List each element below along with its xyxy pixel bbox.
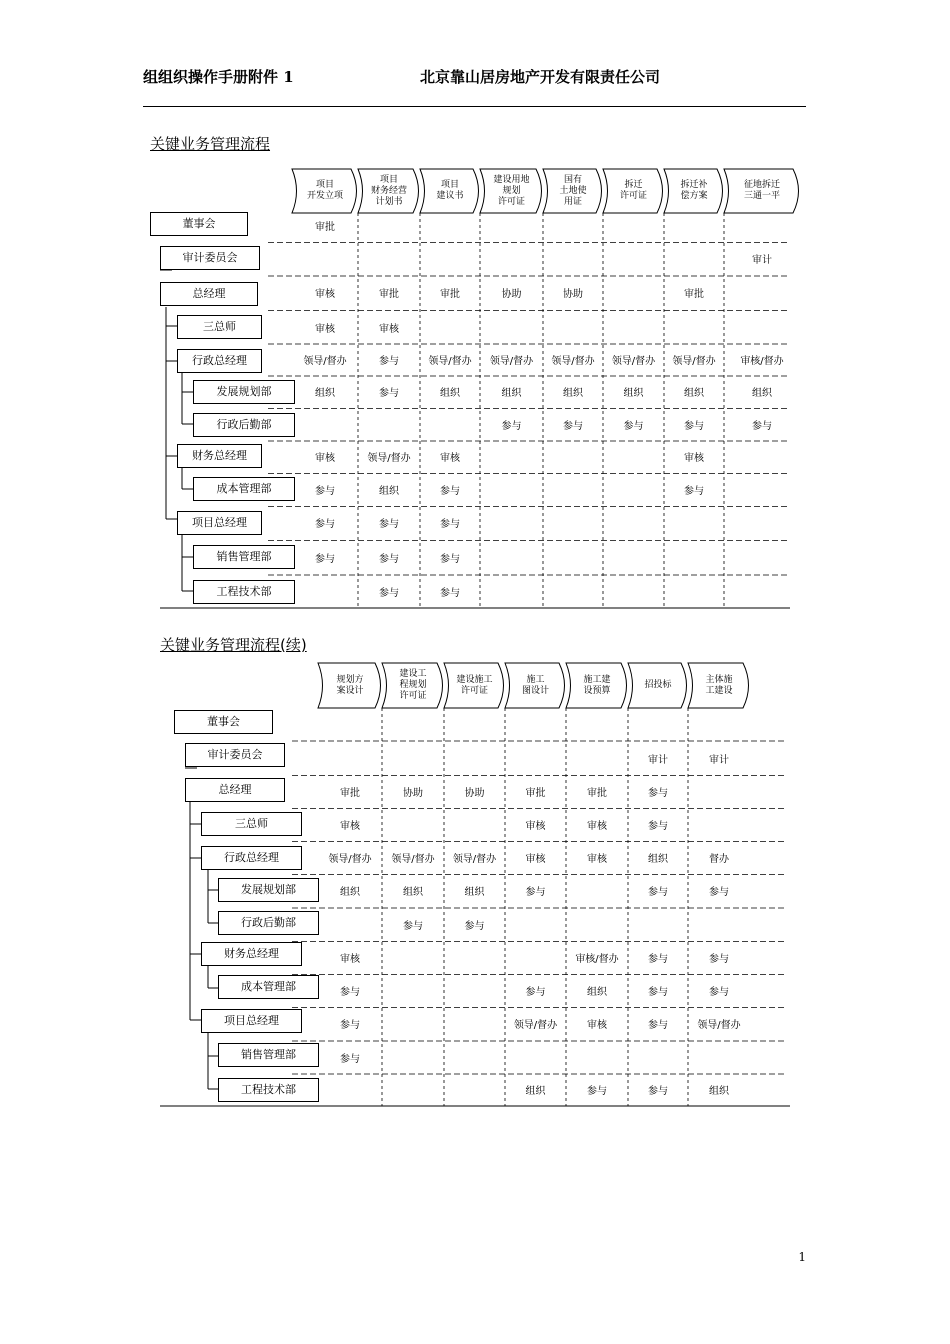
org-unit-box: 项目总经理 (201, 1009, 302, 1033)
responsibility-cell: 参与 (403, 921, 423, 932)
responsibility-cell: 领导/督办 (303, 356, 347, 367)
org-unit-box: 财务总经理 (201, 942, 302, 966)
responsibility-cell: 领导/督办 (391, 854, 435, 865)
responsibility-cell: 审核 (587, 854, 607, 865)
org-unit-box: 董事会 (150, 212, 248, 236)
responsibility-cell: 参与 (525, 887, 546, 898)
column-header-label: 拆迁补 偿方案 (680, 180, 708, 201)
responsibility-cell: 审核 (587, 1020, 607, 1031)
responsibility-cell: 审核/督办 (740, 356, 784, 367)
org-unit-box: 行政总经理 (201, 846, 302, 870)
responsibility-cell: 参与 (648, 954, 668, 965)
responsibility-cell: 组织 (752, 388, 772, 399)
responsibility-cell: 参与 (340, 1020, 360, 1031)
responsibility-cell: 参与 (379, 356, 399, 367)
responsibility-cell: 组织 (587, 987, 607, 998)
responsibility-cell: 参与 (709, 987, 729, 998)
responsibility-cell: 参与 (648, 788, 668, 799)
responsibility-cell: 参与 (464, 921, 485, 932)
responsibility-cell: 组织 (464, 887, 485, 898)
responsibility-cell: 组织 (709, 1086, 729, 1097)
responsibility-cell: 参与 (563, 421, 583, 432)
responsibility-cell: 协助 (501, 289, 522, 300)
column-header-label: 建设工 程规划 许可证 (399, 669, 427, 701)
responsibility-cell: 参与 (315, 486, 335, 497)
column-header-label: 项目 开发立项 (306, 180, 343, 201)
responsibility-cell: 督办 (709, 854, 729, 865)
responsibility-cell: 领导/督办 (672, 356, 716, 367)
column-header-label: 国有 土地使 用证 (559, 174, 587, 207)
org-unit-box: 三总师 (201, 812, 302, 836)
org-unit-box: 发展规划部 (193, 380, 295, 404)
responsibility-cell: 领导/督办 (367, 453, 411, 464)
responsibility-cell: 领导/督办 (328, 854, 372, 865)
responsibility-cell: 参与 (648, 987, 668, 998)
org-unit-box: 发展规划部 (218, 878, 319, 902)
responsibility-cell: 审核 (315, 453, 335, 464)
responsibility-cell: 参与 (587, 1086, 607, 1097)
responsibility-cell: 组织 (403, 887, 423, 898)
responsibility-cell: 审核 (315, 289, 335, 300)
responsibility-cell: 组织 (315, 388, 335, 399)
column-header-label: 建设施工 许可证 (456, 674, 493, 696)
responsibility-cell: 领导/督办 (513, 1020, 558, 1031)
responsibility-cell: 审核 (315, 324, 335, 335)
responsibility-cell: 组织 (563, 388, 583, 399)
responsibility-cell: 协助 (464, 788, 485, 799)
org-unit-box: 成本管理部 (193, 477, 295, 501)
responsibility-cell: 参与 (340, 1054, 360, 1065)
column-header-label: 拆迁 许可证 (619, 180, 647, 201)
responsibility-cell: 领导/督办 (697, 1020, 741, 1031)
org-unit-box: 工程技术部 (193, 580, 295, 604)
org-unit-box: 审计委员会 (160, 246, 260, 270)
responsibility-cell: 审计 (648, 755, 668, 766)
column-header-label: 征地拆迁 三通一平 (743, 180, 780, 201)
responsibility-cell: 审核 (684, 453, 704, 464)
responsibility-cell: 组织 (379, 486, 399, 497)
org-unit-box: 销售管理部 (218, 1043, 319, 1067)
responsibility-cell: 审计 (709, 755, 729, 766)
responsibility-cell: 参与 (648, 821, 668, 832)
responsibility-cell: 领导/督办 (452, 854, 497, 865)
column-header-label: 施工 图设计 (521, 674, 549, 696)
responsibility-cell: 审计 (752, 255, 772, 266)
page-number: 1 (798, 1250, 806, 1264)
responsibility-cell: 审核 (525, 854, 546, 865)
responsibility-cell: 参与 (315, 554, 335, 565)
responsibility-cell: 组织 (340, 887, 360, 898)
org-unit-box: 财务总经理 (177, 444, 262, 468)
responsibility-cell: 组织 (684, 388, 704, 399)
responsibility-cell: 组织 (440, 388, 460, 399)
org-unit-box: 行政后勤部 (218, 911, 319, 935)
header-right: 北京靠山居房地产开发有限责任公司 (420, 68, 661, 86)
responsibility-cell: 组织 (623, 388, 644, 399)
header-left: 组组织操作手册附件 1 (143, 68, 294, 86)
responsibility-cell: 领导/督办 (489, 356, 534, 367)
responsibility-cell: 审核 (525, 821, 546, 832)
column-header-label: 主体施 工建设 (705, 674, 733, 696)
org-unit-box: 行政后勤部 (193, 413, 295, 437)
responsibility-cell: 参与 (379, 388, 399, 399)
responsibility-cell: 参与 (684, 486, 704, 497)
org-unit-box: 董事会 (174, 710, 273, 734)
org-unit-box: 工程技术部 (218, 1078, 319, 1102)
responsibility-cell: 参与 (752, 421, 772, 432)
org-unit-box: 总经理 (160, 282, 258, 306)
responsibility-cell: 参与 (648, 1020, 668, 1031)
responsibility-cell: 审批 (684, 289, 704, 300)
responsibility-cell: 参与 (709, 887, 729, 898)
responsibility-cell: 审核 (587, 821, 607, 832)
responsibility-cell: 领导/督办 (611, 356, 656, 367)
responsibility-cell: 审核 (340, 954, 360, 965)
responsibility-cell: 参与 (501, 421, 522, 432)
section2-title: 关键业务管理流程(续) (160, 636, 307, 654)
responsibility-cell: 审批 (525, 788, 546, 799)
responsibility-cell: 组织 (648, 854, 668, 865)
responsibility-cell: 审批 (379, 289, 399, 300)
org-unit-box: 项目总经理 (177, 511, 262, 535)
responsibility-cell: 审批 (587, 788, 607, 799)
column-header-label: 招投标 (644, 680, 672, 690)
column-header-label: 规划方 案设计 (336, 674, 364, 696)
responsibility-cell: 参与 (648, 1086, 668, 1097)
responsibility-cell: 参与 (709, 954, 729, 965)
responsibility-cell: 参与 (684, 421, 704, 432)
org-unit-box: 销售管理部 (193, 545, 295, 569)
responsibility-cell: 参与 (440, 588, 460, 599)
column-header-label: 施工建 设预算 (583, 674, 611, 696)
column-header-label: 项目 财务经营 计划书 (370, 174, 407, 207)
responsibility-cell: 参与 (340, 987, 360, 998)
responsibility-cell: 领导/督办 (428, 356, 472, 367)
responsibility-cell: 参与 (379, 588, 399, 599)
responsibility-cell: 审批 (340, 788, 360, 799)
responsibility-cell: 审批 (440, 289, 460, 300)
responsibility-cell: 组织 (501, 388, 522, 399)
responsibility-cell: 参与 (315, 519, 335, 530)
responsibility-cell: 组织 (525, 1086, 546, 1097)
org-unit-box: 总经理 (185, 778, 285, 802)
column-header-label: 建设用地 规划 许可证 (493, 174, 530, 207)
responsibility-cell: 参与 (648, 887, 668, 898)
org-unit-box: 三总师 (177, 315, 262, 339)
responsibility-cell: 审核 (440, 453, 460, 464)
responsibility-cell: 参与 (623, 421, 644, 432)
org-unit-box: 审计委员会 (185, 743, 285, 767)
responsibility-cell: 参与 (440, 519, 460, 530)
responsibility-cell: 领导/督办 (551, 356, 595, 367)
responsibility-cell: 协助 (403, 788, 423, 799)
section1-title: 关键业务管理流程 (150, 135, 271, 153)
org-unit-box: 行政总经理 (177, 349, 262, 373)
responsibility-cell: 审批 (315, 222, 335, 233)
responsibility-cell: 审核 (379, 324, 399, 335)
responsibility-cell: 审核/督办 (575, 954, 619, 965)
responsibility-cell: 审核 (340, 821, 360, 832)
responsibility-cell: 参与 (440, 486, 460, 497)
responsibility-cell: 参与 (379, 554, 399, 565)
column-header-label: 项目 建议书 (436, 180, 464, 201)
responsibility-cell: 参与 (379, 519, 399, 530)
org-unit-box: 成本管理部 (218, 975, 319, 999)
responsibility-cell: 参与 (525, 987, 546, 998)
responsibility-cell: 协助 (563, 289, 583, 300)
responsibility-cell: 参与 (440, 554, 460, 565)
